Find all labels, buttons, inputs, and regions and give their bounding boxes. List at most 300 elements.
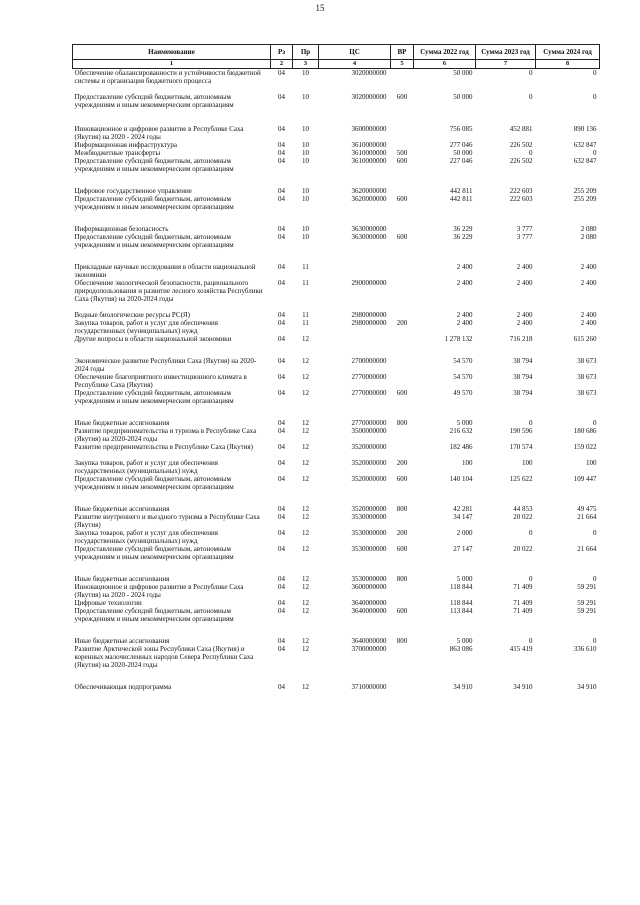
cell-name: Иные бюджетные ассигнования <box>74 504 170 513</box>
cell-pr: 12 <box>302 598 309 607</box>
column-number: 7 <box>476 60 536 69</box>
table-row <box>73 225 600 233</box>
cell-vr: 600 <box>396 92 408 101</box>
cell-vr <box>391 583 414 599</box>
table-row <box>73 195 600 211</box>
cell-sum-2023: 38 794 <box>513 372 533 381</box>
cell-cs: 3630000000 <box>351 224 387 233</box>
cell-sum-2022: 34 910 <box>453 682 473 691</box>
cell-sum-2024: 2 400 <box>580 318 597 327</box>
cell-sum-2022: 113 844 <box>450 606 473 615</box>
cell-sum-2022: 54 570 <box>453 356 473 365</box>
cell-sum-2023: 71 409 <box>513 598 533 607</box>
cell-sum-2022: 2 400 <box>456 318 473 327</box>
cell-sum-2024: 615 260 <box>573 334 597 343</box>
cell-sum-2024: 336 610 <box>573 644 597 653</box>
cell-sum-2024: 180 686 <box>573 426 597 435</box>
cell-sum-2024: 38 673 <box>577 372 597 381</box>
cell-sum-2023: 2 400 <box>516 278 533 287</box>
cell-name: Иные бюджетные ассигнования <box>74 636 170 645</box>
cell-sum-2024: 890 136 <box>573 124 597 133</box>
cell-sum-2024: 0 <box>593 92 597 101</box>
cell-sum-2022: 216 632 <box>449 426 473 435</box>
spacer-cell <box>73 109 600 125</box>
cell-sum-2022: 277 046 <box>449 140 473 149</box>
cell-cs: 3600000000 <box>351 124 387 133</box>
cell-sum-2024: 0 <box>593 69 597 77</box>
cell-cs: 3700000000 <box>351 644 387 653</box>
cell-sum-2024: 255 209 <box>573 194 597 203</box>
cell-sum-2022: 34 147 <box>453 512 473 521</box>
cell-sum-2022: 140 104 <box>449 474 473 483</box>
cell-sum-2022: 100 <box>462 458 473 467</box>
cell-name: Закупка товаров, работ и услуг для обеспечения государственных (муниципальных) нужд <box>74 458 218 475</box>
row-spacer <box>73 623 600 637</box>
cell-rz: 04 <box>278 232 285 241</box>
cell-sum-2023: 0 <box>529 636 533 645</box>
cell-sum-2024: 632 847 <box>573 140 597 149</box>
cell-vr <box>391 335 414 343</box>
cell-name: Обеспечение экологической безопасности, рационального природопользования и развитие лесного хозяйства Республики Саха (Якутия) на 2020-2024 годы <box>74 278 263 303</box>
cell-sum-2023: 38 794 <box>513 388 533 397</box>
cell-sum-2022: 442 811 <box>450 186 473 195</box>
spacer-cell <box>73 405 600 419</box>
cell-name: Предоставление субсидий бюджетным, автономным учреждениям и иным некоммерческим организациям <box>74 388 234 405</box>
table-row <box>73 233 600 249</box>
cell-cs: 2980000000 <box>351 318 387 327</box>
cell-name: Предоставление субсидий бюджетным, автономным учреждениям и иным некоммерческим организациям <box>74 606 234 623</box>
cell-sum-2024: 2 080 <box>580 232 597 241</box>
cell-cs: 3520000000 <box>351 442 387 451</box>
row-spacer <box>73 561 600 575</box>
spacer-cell <box>73 669 600 683</box>
cell-rz: 04 <box>278 636 285 645</box>
cell-rz: 04 <box>278 426 285 435</box>
cell-sum-2023: 226 502 <box>509 156 533 165</box>
cell-pr: 12 <box>302 388 309 397</box>
cell-rz: 04 <box>278 140 285 149</box>
cell-cs <box>319 335 391 343</box>
cell-vr: 800 <box>396 636 408 645</box>
cell-rz: 04 <box>278 682 285 691</box>
cell-rz: 04 <box>278 388 285 397</box>
cell-vr <box>391 427 414 443</box>
table-row <box>73 373 600 389</box>
cell-pr: 12 <box>302 372 309 381</box>
cell-cs: 3020000000 <box>351 69 387 77</box>
cell-pr: 12 <box>302 474 309 483</box>
cell-name: Закупка товаров, работ и услуг для обеспечения государственных (муниципальных) нужд <box>74 528 218 545</box>
cell-rz: 04 <box>278 544 285 553</box>
cell-rz: 04 <box>278 92 285 101</box>
cell-sum-2024: 0 <box>593 148 597 157</box>
cell-pr: 11 <box>302 318 309 327</box>
cell-name: Предоставление субсидий бюджетным, автономным учреждениям и иным некоммерческим организациям <box>74 156 234 173</box>
header-pr: Пр <box>293 45 319 60</box>
cell-name: Прикладные научные исследования в области национальной экономики <box>74 262 256 279</box>
table-row <box>73 319 600 335</box>
cell-cs: 3620000000 <box>351 194 387 203</box>
cell-vr <box>391 187 414 195</box>
header-rz: Рз <box>271 45 293 60</box>
cell-pr: 10 <box>302 224 309 233</box>
cell-sum-2024: 49 475 <box>577 504 597 513</box>
row-spacer <box>73 249 600 263</box>
cell-cs: 3640000000 <box>351 606 387 615</box>
cell-name: Другие вопросы в области национальной экономики <box>74 334 232 343</box>
cell-name: Иные бюджетные ассигнования <box>74 574 170 583</box>
cell-sum-2023: 71 409 <box>513 582 533 591</box>
cell-rz: 04 <box>278 598 285 607</box>
cell-sum-2022: 36 229 <box>453 224 473 233</box>
column-number-row <box>73 60 600 69</box>
cell-sum-2022: 756 085 <box>449 124 473 133</box>
header-name: Наименование <box>73 45 271 60</box>
cell-sum-2022: 2 400 <box>456 262 473 271</box>
cell-sum-2023: 0 <box>529 418 533 427</box>
cell-sum-2022: 2 400 <box>456 278 473 287</box>
cell-sum-2024: 0 <box>593 636 597 645</box>
cell-rz: 04 <box>278 442 285 451</box>
cell-rz: 04 <box>278 69 285 77</box>
cell-rz: 04 <box>278 372 285 381</box>
cell-rz: 04 <box>278 418 285 427</box>
table-row <box>73 529 600 545</box>
spacer-cell <box>73 623 600 637</box>
cell-pr: 12 <box>302 606 309 615</box>
cell-name: Информационная инфраструктура <box>74 140 177 149</box>
cell-sum-2022: 42 281 <box>453 504 473 513</box>
table-row <box>73 419 600 427</box>
cell-name: Предоставление субсидий бюджетным, автономным учреждениям и иным некоммерческим организациям <box>74 232 234 249</box>
cell-rz: 04 <box>278 528 285 537</box>
cell-sum-2022: 5 000 <box>456 574 473 583</box>
spacer-cell <box>73 173 600 187</box>
cell-sum-2022: 118 844 <box>450 598 473 607</box>
budget-table <box>72 44 600 691</box>
cell-sum-2023: 71 409 <box>513 606 533 615</box>
cell-name: Предоставление субсидий бюджетным, автономным учреждениям и иным некоммерческим организациям <box>74 194 234 211</box>
cell-name: Предоставление субсидий бюджетным, автономным учреждениям и иным некоммерческим организациям <box>74 544 234 561</box>
cell-name: Обеспечение обалансированности и устойчивости бюджетной системы и организация бюджетного процесса <box>74 69 261 85</box>
cell-cs: 3610000000 <box>351 156 387 165</box>
table-row <box>73 157 600 173</box>
cell-pr: 12 <box>302 458 309 467</box>
cell-name: Инновационное и цифровое развитие в Республике Саха (Якутия) на 2020 - 2024 годы <box>74 582 244 599</box>
cell-vr <box>391 225 414 233</box>
cell-rz: 04 <box>278 582 285 591</box>
spacer-cell <box>73 343 600 357</box>
cell-rz: 04 <box>278 148 285 157</box>
cell-name: Иные бюджетные ассигнования <box>74 418 170 427</box>
table-row <box>73 513 600 529</box>
header-sum-2023: Сумма 2023 год <box>476 45 536 60</box>
cell-cs <box>319 263 391 279</box>
cell-cs: 3500000000 <box>351 426 387 435</box>
cell-cs: 2770000000 <box>351 418 387 427</box>
cell-sum-2022: 442 811 <box>450 194 473 203</box>
cell-name: Межбюджетные трансферты <box>74 148 161 157</box>
table-row <box>73 645 600 669</box>
cell-rz: 04 <box>278 356 285 365</box>
cell-vr <box>391 645 414 669</box>
cell-sum-2022: 182 486 <box>449 442 473 451</box>
cell-sum-2023: 0 <box>529 92 533 101</box>
cell-sum-2024: 59 291 <box>577 606 597 615</box>
cell-name: Экономическое развитие Республики Саха (Якутия) на 2020-2024 годы <box>74 356 257 373</box>
row-spacer <box>73 491 600 505</box>
cell-sum-2023: 44 853 <box>513 504 533 513</box>
cell-vr: 600 <box>396 544 408 553</box>
cell-vr: 600 <box>396 474 408 483</box>
table-row <box>73 93 600 109</box>
cell-sum-2024: 2 400 <box>580 310 597 319</box>
cell-vr: 200 <box>396 458 408 467</box>
cell-pr: 12 <box>302 582 309 591</box>
cell-cs: 3610000000 <box>351 148 387 157</box>
cell-vr <box>391 599 414 607</box>
cell-vr <box>391 443 414 459</box>
cell-cs: 3020000000 <box>351 92 387 101</box>
cell-sum-2022: 54 570 <box>453 372 473 381</box>
cell-vr: 800 <box>396 418 408 427</box>
cell-cs: 3630000000 <box>351 232 387 241</box>
cell-pr: 10 <box>302 148 309 157</box>
table-row <box>73 389 600 405</box>
table-row <box>73 149 600 157</box>
cell-cs: 2700000000 <box>351 356 387 365</box>
cell-rz: 04 <box>278 606 285 615</box>
table-row <box>73 311 600 319</box>
table-row <box>73 443 600 459</box>
cell-cs: 3600000000 <box>351 582 387 591</box>
cell-cs: 3710000000 <box>351 682 387 691</box>
cell-sum-2024: 2 400 <box>580 262 597 271</box>
cell-sum-2023: 3 777 <box>516 224 533 233</box>
cell-sum-2023: 2 400 <box>516 318 533 327</box>
cell-pr: 12 <box>302 356 309 365</box>
cell-sum-2024: 2 080 <box>580 224 597 233</box>
cell-sum-2023: 0 <box>529 528 533 537</box>
cell-pr: 12 <box>302 504 309 513</box>
column-number: 5 <box>391 60 414 69</box>
cell-sum-2023: 716 218 <box>509 334 533 343</box>
cell-name: Водные биологические ресурсы РС(Я) <box>74 310 190 319</box>
cell-rz: 04 <box>278 458 285 467</box>
cell-sum-2022: 50 000 <box>453 69 473 77</box>
cell-vr: 600 <box>396 194 408 203</box>
cell-sum-2023: 415 419 <box>509 644 533 653</box>
cell-sum-2023: 0 <box>529 69 533 77</box>
cell-sum-2023: 38 794 <box>513 356 533 365</box>
table-row <box>73 475 600 491</box>
cell-pr: 11 <box>302 310 309 319</box>
cell-name: Развитие предпринимательства и туризма в Республике Саха (Якутия) на 2020-2024 годы <box>74 426 257 443</box>
table-row <box>73 683 600 691</box>
page-number: 15 <box>315 3 325 13</box>
cell-cs: 3520000000 <box>351 504 387 513</box>
cell-vr <box>391 513 414 529</box>
cell-pr: 12 <box>302 528 309 537</box>
table-row <box>73 187 600 195</box>
cell-cs: 3520000000 <box>351 474 387 483</box>
cell-sum-2023: 170 574 <box>509 442 533 451</box>
cell-vr: 600 <box>396 606 408 615</box>
cell-name: Обеспечивающая подпрограмма <box>74 682 172 691</box>
cell-rz: 04 <box>278 224 285 233</box>
table-row <box>73 607 600 623</box>
cell-sum-2022: 1 278 132 <box>444 334 473 343</box>
spacer-cell <box>73 491 600 505</box>
cell-sum-2024: 38 673 <box>577 356 597 365</box>
cell-sum-2022: 118 844 <box>450 582 473 591</box>
cell-pr: 12 <box>302 334 309 343</box>
cell-pr: 11 <box>302 262 309 271</box>
cell-pr: 12 <box>302 574 309 583</box>
row-spacer <box>73 343 600 357</box>
cell-rz: 04 <box>278 574 285 583</box>
cell-pr: 10 <box>302 140 309 149</box>
column-number: 6 <box>414 60 476 69</box>
cell-vr: 600 <box>396 156 408 165</box>
table-row <box>73 637 600 645</box>
cell-cs: 2900000000 <box>351 278 387 287</box>
cell-sum-2024: 109 447 <box>573 474 597 483</box>
table-row <box>73 505 600 513</box>
cell-vr <box>391 141 414 149</box>
cell-sum-2023: 222 603 <box>509 194 533 203</box>
cell-sum-2022: 5 000 <box>456 418 473 427</box>
table-row <box>73 459 600 475</box>
cell-vr <box>391 279 414 311</box>
cell-pr: 10 <box>302 156 309 165</box>
cell-sum-2024: 632 847 <box>573 156 597 165</box>
spacer-cell <box>73 211 600 225</box>
cell-sum-2023: 3 777 <box>516 232 533 241</box>
cell-cs: 3530000000 <box>351 512 387 521</box>
cell-sum-2024: 2 400 <box>580 278 597 287</box>
row-spacer <box>73 173 600 187</box>
header-sum-2024: Сумма 2024 год <box>536 45 600 60</box>
cell-pr: 10 <box>302 69 309 77</box>
cell-sum-2022: 49 570 <box>453 388 473 397</box>
cell-sum-2023: 452 881 <box>509 124 533 133</box>
cell-vr: 600 <box>396 232 408 241</box>
header-cs: ЦС <box>319 45 391 60</box>
cell-sum-2023: 2 400 <box>516 262 533 271</box>
table-row <box>73 575 600 583</box>
cell-cs: 3530000000 <box>351 544 387 553</box>
cell-sum-2024: 159 022 <box>573 442 597 451</box>
cell-sum-2024: 34 910 <box>577 682 597 691</box>
cell-rz: 04 <box>278 124 285 133</box>
cell-vr: 200 <box>396 318 408 327</box>
cell-cs: 3530000000 <box>351 528 387 537</box>
cell-cs: 3520000000 <box>351 458 387 467</box>
cell-sum-2024: 21 664 <box>577 544 597 553</box>
cell-sum-2022: 227 046 <box>449 156 473 165</box>
cell-name: Информационная безопасность <box>74 224 169 233</box>
cell-pr: 12 <box>302 442 309 451</box>
cell-sum-2023: 0 <box>529 148 533 157</box>
table-row <box>73 357 600 373</box>
cell-sum-2024: 0 <box>593 528 597 537</box>
table-row <box>73 583 600 599</box>
cell-sum-2023: 20 022 <box>513 544 533 553</box>
cell-cs: 3620000000 <box>351 186 387 195</box>
cell-vr <box>391 311 414 319</box>
header-sum-2022: Сумма 2022 год <box>414 45 476 60</box>
cell-sum-2023: 125 622 <box>509 474 533 483</box>
table-header-row <box>73 45 600 60</box>
cell-sum-2024: 255 209 <box>573 186 597 195</box>
column-number: 1 <box>73 60 271 69</box>
cell-pr: 12 <box>302 418 309 427</box>
cell-cs: 2770000000 <box>351 388 387 397</box>
cell-rz: 04 <box>278 194 285 203</box>
cell-cs: 3640000000 <box>351 598 387 607</box>
cell-rz: 04 <box>278 334 285 343</box>
table-row <box>73 69 600 93</box>
table-body <box>73 69 600 691</box>
table-row <box>73 545 600 561</box>
cell-pr: 12 <box>302 544 309 553</box>
cell-rz: 04 <box>278 278 285 287</box>
cell-sum-2024: 59 291 <box>577 598 597 607</box>
spacer-cell <box>73 249 600 263</box>
cell-name: Цифровые технологии <box>74 598 142 607</box>
cell-sum-2023: 226 502 <box>509 140 533 149</box>
cell-sum-2022: 36 229 <box>453 232 473 241</box>
cell-pr: 10 <box>302 232 309 241</box>
cell-vr <box>391 373 414 389</box>
cell-rz: 04 <box>278 318 285 327</box>
cell-cs: 2980000000 <box>351 310 387 319</box>
row-spacer <box>73 109 600 125</box>
cell-sum-2024: 38 673 <box>577 388 597 397</box>
cell-rz: 04 <box>278 504 285 513</box>
table-row <box>73 125 600 141</box>
cell-name: Развитие Арктической зоны Республики Саха (Якутия) и коренных малочисленных народов Севера Республики Саха (Якутия) на 2020-2024 годы <box>74 644 254 669</box>
cell-cs: 2770000000 <box>351 372 387 381</box>
cell-rz: 04 <box>278 186 285 195</box>
cell-sum-2022: 2 000 <box>456 528 473 537</box>
cell-sum-2023: 100 <box>522 458 533 467</box>
cell-sum-2023: 20 022 <box>513 512 533 521</box>
cell-name: Обеспечение благоприятного инвестиционного климата в Республике Саха (Якутия) <box>74 372 247 389</box>
cell-sum-2022: 863 086 <box>449 644 473 653</box>
row-spacer <box>73 669 600 683</box>
cell-pr: 11 <box>302 278 309 287</box>
cell-pr: 10 <box>302 194 309 203</box>
table-row <box>73 279 600 311</box>
cell-cs: 3530000000 <box>351 574 387 583</box>
cell-name: Инновационное и цифровое развитие в Республике Саха (Якутия) на 2020 - 2024 годы <box>74 124 244 141</box>
cell-name: Предоставление субсидий бюджетным, автономным учреждениям и иным некоммерческим организациям <box>74 92 234 109</box>
table-row <box>73 335 600 343</box>
cell-rz: 04 <box>278 644 285 653</box>
cell-sum-2024: 0 <box>593 574 597 583</box>
cell-sum-2022: 5 000 <box>456 636 473 645</box>
cell-pr: 12 <box>302 426 309 435</box>
cell-name: Предоставление субсидий бюджетным, автономным учреждениям и иным некоммерческим организациям <box>74 474 234 491</box>
cell-sum-2023: 0 <box>529 574 533 583</box>
column-number: 8 <box>536 60 600 69</box>
cell-name: Развитие внутреннего и въездного туризма в Республике Саха (Якутия) <box>74 512 260 529</box>
cell-sum-2022: 2 400 <box>456 310 473 319</box>
cell-pr: 10 <box>302 124 309 133</box>
cell-sum-2023: 34 910 <box>513 682 533 691</box>
